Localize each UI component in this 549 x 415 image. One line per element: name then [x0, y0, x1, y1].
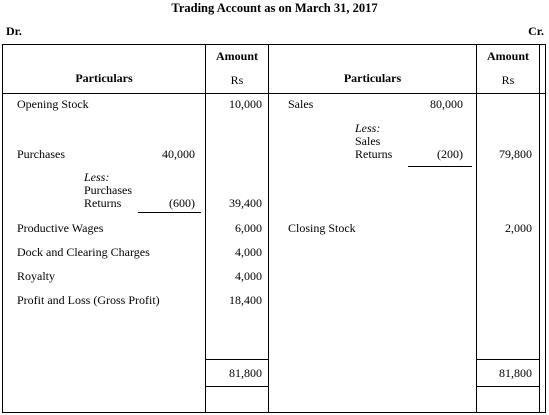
- opening-stock-label: Opening Stock: [17, 97, 89, 111]
- dock-charges-label: Dock and Clearing Charges: [17, 245, 150, 259]
- productive-wages-amount: 6,000: [235, 221, 262, 235]
- debit-amount-right-border: [268, 44, 269, 413]
- credit-currency-header: Rs: [501, 73, 515, 87]
- debit-amount-header: Amount: [215, 49, 258, 63]
- total-top-border: [205, 359, 268, 360]
- sales-returns-line2: Returns: [355, 147, 393, 161]
- total-bottom-border: [205, 386, 268, 387]
- left-border: [2, 44, 3, 413]
- credit-particulars-header: Particulars: [343, 71, 402, 85]
- closing-stock-amount: 2,000: [505, 221, 532, 235]
- gross-profit-amount: 18,400: [229, 293, 262, 307]
- sales-label: Sales: [288, 97, 314, 111]
- page-title: Trading Account as on March 31, 2017: [171, 1, 378, 15]
- credit-amount-right-border: [539, 44, 540, 413]
- debit-side-label: Dr.: [6, 24, 22, 38]
- purchases-returns-line1: Purchases: [84, 183, 132, 197]
- royalty-amount: 4,000: [235, 269, 262, 283]
- total-top-border-cr: [476, 359, 539, 360]
- credit-side-label: Cr.: [528, 24, 544, 38]
- table-top-border: [2, 44, 546, 45]
- table-bottom-border: [2, 412, 546, 413]
- sales-inner-amount: 80,000: [430, 97, 463, 111]
- royalty-label: Royalty: [17, 269, 55, 283]
- credit-amount-header: Amount: [486, 49, 529, 63]
- header-bottom-border: [2, 93, 546, 94]
- purchases-label: Purchases: [17, 147, 65, 161]
- debit-total: 81,800: [229, 366, 262, 380]
- closing-stock-label: Closing Stock: [288, 221, 356, 235]
- sales-returns-line1: Sales: [355, 134, 381, 148]
- opening-stock-amount: 10,000: [229, 97, 262, 111]
- gross-profit-label: Profit and Loss (Gross Profit): [17, 293, 160, 307]
- sales-subtotal-rule: [408, 166, 472, 167]
- purchases-returns-inner-amount: (600): [169, 196, 195, 210]
- dock-charges-amount: 4,000: [235, 245, 262, 259]
- sales-net-amount: 79,800: [499, 147, 532, 161]
- purchases-inner-amount: 40,000: [162, 147, 195, 161]
- debit-particulars-header: Particulars: [75, 71, 133, 85]
- purchases-subtotal-rule: [138, 212, 201, 213]
- productive-wages-label: Productive Wages: [17, 221, 104, 235]
- purchases-net-amount: 39,400: [229, 196, 262, 210]
- right-border: [545, 44, 546, 413]
- credit-total: 81,800: [499, 366, 532, 380]
- sales-less-label: Less:: [355, 121, 381, 135]
- purchases-returns-line2: Returns: [84, 196, 122, 210]
- sales-returns-inner-amount: (200): [437, 147, 463, 161]
- purchases-less-label: Less:: [84, 170, 110, 184]
- total-bottom-border-cr: [476, 386, 539, 387]
- debit-currency-header: Rs: [230, 73, 244, 87]
